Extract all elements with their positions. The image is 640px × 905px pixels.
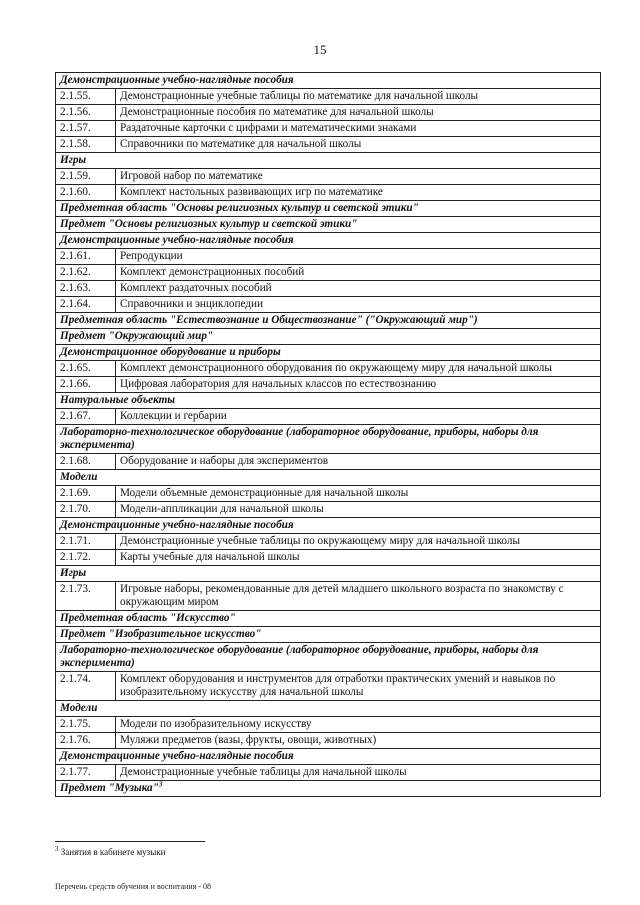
section-header-row [56, 201, 601, 217]
table-row [56, 265, 601, 281]
item-number: 2.1.62. [56, 265, 116, 281]
section-header-text: Лабораторно-технологическое оборудование (лабораторное оборудование, приборы, наборы для эксперимента) [60, 426, 539, 451]
item-number: 2.1.65. [56, 361, 116, 377]
table-row [56, 361, 601, 377]
item-description: Игровые наборы, рекомендованные для детей младшего школьного возраста по знакомству с окружающим миром [116, 582, 601, 611]
section-header [56, 345, 601, 361]
section-header [56, 566, 601, 582]
section-header [56, 627, 601, 643]
table-row [56, 89, 601, 105]
section-header-row [56, 643, 601, 672]
section-header [56, 313, 601, 329]
table-row [56, 137, 601, 153]
item-number: 2.1.59. [56, 169, 116, 185]
item-number: 2.1.57. [56, 121, 116, 137]
item-description: Модели-аппликации для начальной школы [116, 502, 601, 518]
item-number: 2.1.71. [56, 534, 116, 550]
section-header-text: Модели [60, 471, 98, 483]
table-row [56, 249, 601, 265]
section-header-text: Демонстрационные учебно-наглядные пособия [60, 750, 294, 762]
section-header [56, 518, 601, 534]
section-header-text: Натуральные объекты [60, 394, 176, 406]
section-header-text: Демонстрационные учебно-наглядные пособия [60, 519, 294, 531]
item-description: Комплект демонстрационных пособий [116, 265, 601, 281]
section-header-text: Предметная область "Естествознание и Обществознание" ("Окружающий мир") [60, 314, 478, 326]
section-header-text: Модели [60, 702, 98, 714]
section-header [56, 643, 601, 672]
table-row [56, 409, 601, 425]
table-row [56, 281, 601, 297]
section-header-text: Демонстрационные учебно-наглядные пособия [60, 74, 294, 86]
footnote-mark: 3 [55, 845, 59, 853]
table-row [56, 672, 601, 701]
section-header-row [56, 611, 601, 627]
page-number: 15 [313, 42, 327, 57]
item-number: 2.1.60. [56, 185, 116, 201]
section-header-row [56, 566, 601, 582]
table-row [56, 105, 601, 121]
section-header-row [56, 627, 601, 643]
section-header [56, 233, 601, 249]
section-header-text: Игры [60, 154, 87, 166]
item-description: Демонстрационные учебные таблицы по окружающему миру для начальной школы [116, 534, 601, 550]
section-header-text: Предмет "Основы религиозных культур и светской этики" [60, 218, 358, 230]
section-header-text: Предмет "Музыка" [60, 782, 159, 794]
item-description: Карты учебные для начальной школы [116, 550, 601, 566]
section-header-text: Демонстрационное оборудование и приборы [60, 346, 281, 358]
footnote-reference: 3 [158, 780, 163, 789]
item-description: Муляжи предметов (вазы, фрукты, овощи, животных) [116, 733, 601, 749]
section-header-row [56, 345, 601, 361]
item-description: Цифровая лаборатория для начальных классов по естествознанию [116, 377, 601, 393]
item-description: Демонстрационные учебные таблицы для начальной школы [116, 765, 601, 781]
item-number: 2.1.72. [56, 550, 116, 566]
section-header-text: Предмет "Изобразительное искусство" [60, 628, 262, 640]
item-number: 2.1.56. [56, 105, 116, 121]
table-row [56, 582, 601, 611]
equipment-table-body [56, 73, 601, 797]
section-header [56, 611, 601, 627]
item-description: Модели по изобразительному искусству [116, 717, 601, 733]
section-header-row [56, 781, 601, 797]
item-number: 2.1.63. [56, 281, 116, 297]
table-row [56, 534, 601, 550]
item-number: 2.1.66. [56, 377, 116, 393]
footnote [55, 847, 165, 857]
item-number: 2.1.64. [56, 297, 116, 313]
section-header [56, 781, 601, 797]
table-row [56, 486, 601, 502]
item-description: Комплект настольных развивающих игр по математике [116, 185, 601, 201]
table-row [56, 297, 601, 313]
section-header-row [56, 217, 601, 233]
item-number: 2.1.68. [56, 454, 116, 470]
section-header [56, 153, 601, 169]
table-row [56, 169, 601, 185]
table-row [56, 185, 601, 201]
item-number: 2.1.55. [56, 89, 116, 105]
section-header [56, 201, 601, 217]
section-header-row [56, 470, 601, 486]
item-number: 2.1.67. [56, 409, 116, 425]
page-footer: Перечень средств обучения и воспитания - 08 [55, 882, 212, 891]
table-row [56, 377, 601, 393]
item-description: Справочники по математике для начальной школы [116, 137, 601, 153]
item-number: 2.1.73. [56, 582, 116, 611]
section-header-row [56, 393, 601, 409]
item-description: Репродукции [116, 249, 601, 265]
section-header-row [56, 73, 601, 89]
item-number: 2.1.69. [56, 486, 116, 502]
section-header-row [56, 749, 601, 765]
table-row [56, 765, 601, 781]
item-description: Оборудование и наборы для экспериментов [116, 454, 601, 470]
section-header [56, 329, 601, 345]
section-header [56, 425, 601, 454]
table-row [56, 454, 601, 470]
section-header-text: Предметная область "Искусство" [60, 612, 236, 624]
section-header [56, 701, 601, 717]
table-row [56, 717, 601, 733]
section-header-text: Лабораторно-технологическое оборудование (лабораторное оборудование, приборы, наборы для эксперимента) [60, 644, 539, 669]
section-header [56, 217, 601, 233]
table-row [56, 121, 601, 137]
item-number: 2.1.70. [56, 502, 116, 518]
item-description: Комплект демонстрационного оборудования по окружающему миру для начальной школы [116, 361, 601, 377]
item-description: Справочники и энциклопедии [116, 297, 601, 313]
item-number: 2.1.74. [56, 672, 116, 701]
section-header [56, 393, 601, 409]
section-header-row [56, 233, 601, 249]
item-number: 2.1.58. [56, 137, 116, 153]
table-row [56, 733, 601, 749]
item-description: Демонстрационные учебные таблицы по математике для начальной школы [116, 89, 601, 105]
item-description: Модели объемные демонстрационные для начальной школы [116, 486, 601, 502]
table-row [56, 502, 601, 518]
section-header-row [56, 518, 601, 534]
section-header-row [56, 313, 601, 329]
section-header-text: Игры [60, 567, 87, 579]
item-number: 2.1.61. [56, 249, 116, 265]
item-description: Раздаточные карточки с цифрами и математическими знаками [116, 121, 601, 137]
item-number: 2.1.75. [56, 717, 116, 733]
section-header [56, 470, 601, 486]
item-number: 2.1.76. [56, 733, 116, 749]
section-header-text: Предмет "Окружающий мир" [60, 330, 214, 342]
section-header [56, 749, 601, 765]
footnote-text: Занятия в кабинете музыки [58, 847, 166, 857]
section-header-row [56, 701, 601, 717]
section-header-row [56, 153, 601, 169]
item-description: Демонстрационные пособия по математике для начальной школы [116, 105, 601, 121]
section-header-text: Предметная область "Основы религиозных культур и светской этики" [60, 202, 419, 214]
footnote-divider [55, 841, 205, 842]
item-description: Игровой набор по математике [116, 169, 601, 185]
section-header [56, 73, 601, 89]
section-header-row [56, 329, 601, 345]
section-header-text: Демонстрационные учебно-наглядные пособия [60, 234, 294, 246]
item-description: Коллекции и гербарии [116, 409, 601, 425]
item-number: 2.1.77. [56, 765, 116, 781]
table-row [56, 550, 601, 566]
equipment-table [55, 72, 601, 797]
section-header-row [56, 425, 601, 454]
item-description: Комплект раздаточных пособий [116, 281, 601, 297]
item-description: Комплект оборудования и инструментов для отработки практических умений и навыков по изобразительному искусству для начальной школы [116, 672, 601, 701]
